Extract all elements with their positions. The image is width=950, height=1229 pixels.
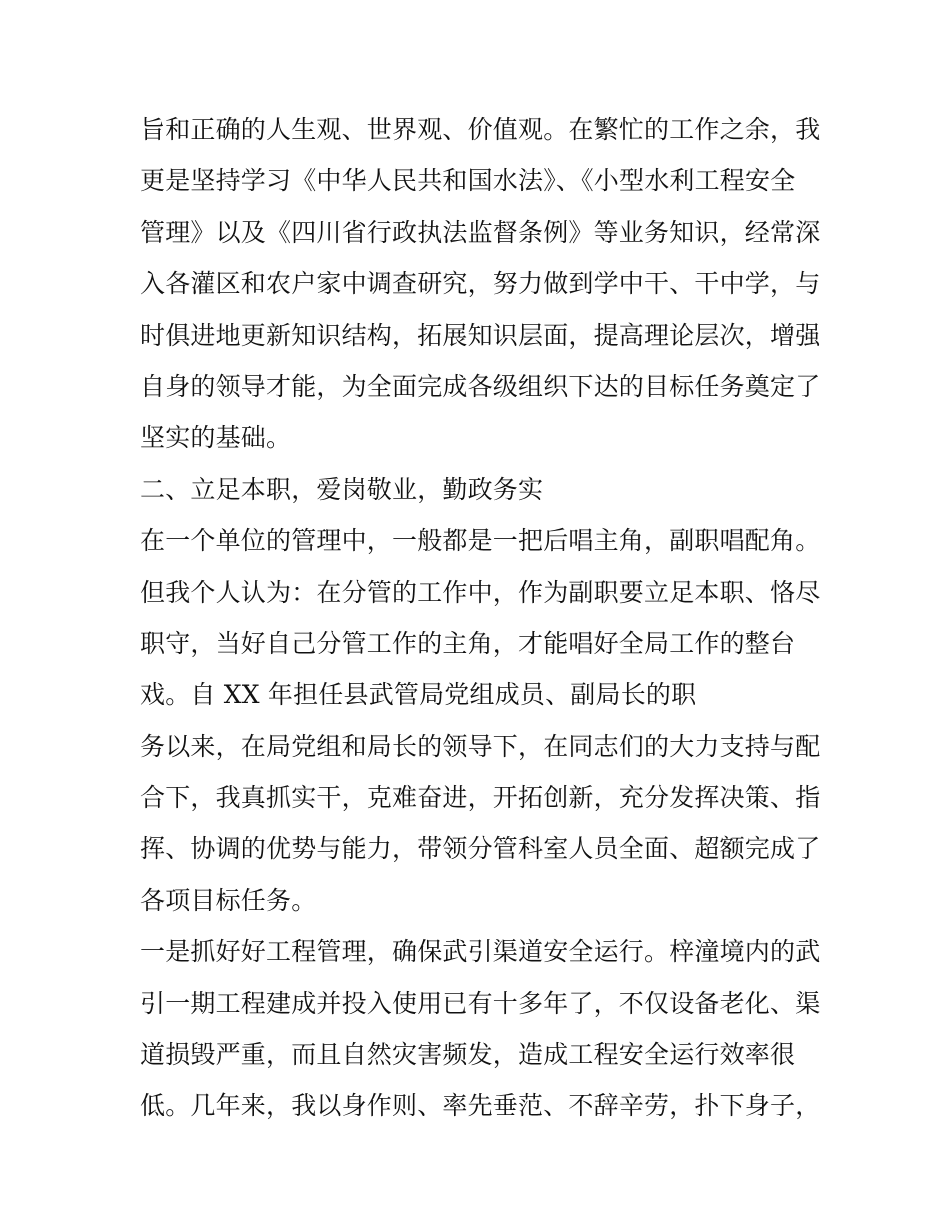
text-line: 一是抓好好工程管理，确保武引渠道安全运行。梓潼境内的武 [140,937,821,967]
text-line: 入各灌区和农户家中调查研究，努力做到学中干、干中学，与 [140,269,821,299]
text-line: 低。几年来，我以身作则、率先垂范、不辞辛劳，扑下身子， [140,1091,821,1121]
section-heading: 二、立足本职，爱岗敬业，勤政务实 [140,474,544,504]
text-line: 引一期工程建成并投入使用已有十多年了，不仅设备老化、渠 [140,988,821,1018]
text-line: 戏。自 XX 年担任县武管局党组成员、副局长的职 [140,680,697,710]
body-text [140,104,840,1132]
text-line: 挥、协调的优势与能力，带领分管科室人员全面、超额完成了 [140,834,821,864]
text-line: 坚实的基础。 [140,423,292,453]
text-line: 旨和正确的人生观、世界观、价值观。在繁忙的工作之余，我 [140,115,821,144]
text-line: 各项目标任务。 [140,885,317,915]
text-line: 职守，当好自己分管工作的主角，才能唱好全局工作的整台 [140,628,796,658]
text-line: 在一个单位的管理中，一般都是一把后唱主角，副职唱配角。 [140,526,821,556]
text-line: 管理》以及《四川省行政执法监督条例》等业务知识，经常深 [140,217,821,247]
text-line: 更是坚持学习《中华人民共和国水法》、《小型水利工程安全 [140,166,796,196]
text-line: 合下，我真抓实干，克难奋进，开拓创新，充分发挥决策、指 [140,783,821,813]
text-line: 务以来，在局党组和局长的领导下，在同志们的大力支持与配 [140,731,821,761]
text-line: 时俱进地更新知识结构，拓展知识层面，提高理论层次，增强 [140,320,821,350]
text-line: 自身的领导才能，为全面完成各级组织下达的目标任务奠定了 [140,371,821,401]
text-line: 道损毁严重，而且自然灾害频发，造成工程安全运行效率很 [140,1040,796,1070]
text-line: 但我个人认为：在分管的工作中，作为副职要立足本职、恪尽 [140,577,821,607]
